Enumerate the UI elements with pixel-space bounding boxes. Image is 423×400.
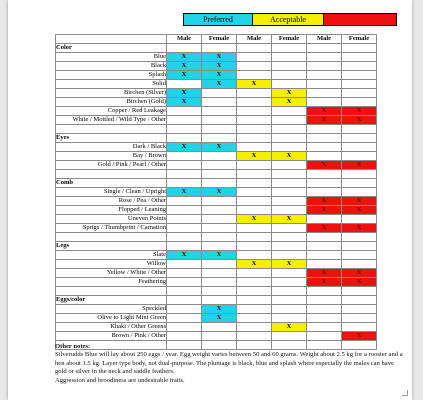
mark-cell: X	[307, 224, 342, 233]
mark-cell	[237, 197, 272, 206]
spacer-cell	[202, 170, 237, 179]
mark-cell	[272, 53, 307, 62]
mark-cell	[307, 323, 342, 332]
spacer-cell	[237, 287, 272, 296]
mark-cell	[307, 98, 342, 107]
mark-cell	[307, 188, 342, 197]
notes-title: Other notes:	[55, 343, 91, 350]
trait-label: Khaki / Other Greens	[56, 323, 167, 332]
mark-cell: X	[167, 62, 202, 71]
spacer-row	[56, 125, 377, 134]
spacer-cell	[56, 233, 167, 242]
header-row	[56, 35, 377, 44]
mark-cell	[272, 116, 307, 125]
mark-cell	[167, 215, 202, 224]
mark-cell	[272, 269, 307, 278]
section-title: Color	[56, 44, 167, 53]
table-row	[56, 260, 377, 269]
mark-cell	[272, 332, 307, 341]
mark-cell	[167, 314, 202, 323]
mark-cell	[272, 197, 307, 206]
mark-cell: X	[202, 80, 237, 89]
header-cull-female: Female	[342, 35, 377, 44]
mark-cell	[202, 98, 237, 107]
mark-cell	[272, 143, 307, 152]
mark-cell	[237, 71, 272, 80]
mark-cell: X	[342, 224, 377, 233]
trait-label: Feathering	[56, 278, 167, 287]
spacer-cell	[167, 233, 202, 242]
page-corner-mark	[402, 390, 408, 396]
spacer-cell	[202, 125, 237, 134]
section-blank-cell	[272, 242, 307, 251]
mark-cell	[307, 143, 342, 152]
mark-cell: X	[272, 89, 307, 98]
mark-cell	[202, 116, 237, 125]
mark-cell: X	[237, 152, 272, 161]
section-row	[56, 242, 377, 251]
mark-cell	[202, 206, 237, 215]
table-row	[56, 323, 377, 332]
spacer-row	[56, 287, 377, 296]
mark-cell	[237, 251, 272, 260]
mark-cell	[272, 71, 307, 80]
section-blank-cell	[237, 44, 272, 53]
trait-label: Rose / Pea / Other	[56, 197, 167, 206]
section-blank-cell	[307, 134, 342, 143]
mark-cell	[167, 305, 202, 314]
mark-cell: X	[272, 215, 307, 224]
mark-cell	[307, 215, 342, 224]
mark-cell	[342, 260, 377, 269]
mark-cell: X	[307, 206, 342, 215]
table-row	[56, 89, 377, 98]
mark-cell	[342, 98, 377, 107]
mark-cell	[272, 224, 307, 233]
trait-label: Blue	[56, 53, 167, 62]
mark-cell	[202, 197, 237, 206]
mark-cell	[237, 143, 272, 152]
spacer-cell	[167, 125, 202, 134]
legend-cull: Cull	[324, 14, 396, 25]
document-page	[8, 0, 412, 400]
spacer-cell	[307, 125, 342, 134]
mark-cell	[202, 224, 237, 233]
table-row	[56, 224, 377, 233]
table-row	[56, 161, 377, 170]
table-row	[56, 206, 377, 215]
section-title: Legs	[56, 242, 167, 251]
header-preferred-female: Female	[202, 35, 237, 44]
mark-cell	[307, 80, 342, 89]
mark-cell: X	[167, 143, 202, 152]
mark-cell	[237, 206, 272, 215]
mark-cell	[342, 152, 377, 161]
table-row	[56, 215, 377, 224]
table-row	[56, 278, 377, 287]
trait-label: Birchen (Silver)	[56, 89, 167, 98]
mark-cell	[167, 161, 202, 170]
mark-cell: X	[237, 260, 272, 269]
section-blank-cell	[342, 44, 377, 53]
mark-cell: X	[342, 332, 377, 341]
mark-cell	[307, 152, 342, 161]
section-blank-cell	[202, 134, 237, 143]
mark-cell	[237, 269, 272, 278]
mark-cell	[237, 107, 272, 116]
mark-cell	[272, 80, 307, 89]
mark-cell	[272, 305, 307, 314]
mark-cell	[167, 224, 202, 233]
mark-cell: X	[272, 323, 307, 332]
section-blank-cell	[342, 296, 377, 305]
trait-label: Bay / Brown	[56, 152, 167, 161]
legend-preferred: Preferred	[184, 14, 253, 25]
mark-cell	[167, 260, 202, 269]
mark-cell	[167, 269, 202, 278]
mark-cell: X	[202, 314, 237, 323]
mark-cell	[167, 197, 202, 206]
table-row	[56, 188, 377, 197]
mark-cell	[202, 323, 237, 332]
spacer-cell	[342, 125, 377, 134]
mark-cell: X	[202, 251, 237, 260]
spacer-cell	[307, 233, 342, 242]
mark-cell	[342, 143, 377, 152]
trait-label: Gold / Pink / Pearl / Other	[56, 161, 167, 170]
section-blank-cell	[167, 296, 202, 305]
mark-cell	[167, 107, 202, 116]
spacer-cell	[56, 287, 167, 296]
mark-cell	[272, 251, 307, 260]
spacer-cell	[237, 233, 272, 242]
header-acceptable-female: Female	[272, 35, 307, 44]
section-blank-cell	[342, 134, 377, 143]
mark-cell	[167, 152, 202, 161]
mark-cell: X	[167, 71, 202, 80]
mark-cell	[342, 62, 377, 71]
table-row	[56, 62, 377, 71]
mark-cell: X	[202, 143, 237, 152]
trait-label: Olive to Light Mint Green	[56, 314, 167, 323]
spacer-cell	[237, 170, 272, 179]
section-blank-cell	[307, 179, 342, 188]
table-row	[56, 251, 377, 260]
trait-label: Sprigs / Thumbprint / Carnation	[56, 224, 167, 233]
header-blank	[56, 35, 167, 44]
notes-text-2: Aggression and broodiness are undesirable traits.	[55, 376, 185, 384]
mark-cell: X	[307, 269, 342, 278]
section-title: Comb	[56, 179, 167, 188]
mark-cell	[202, 152, 237, 161]
mark-cell	[237, 323, 272, 332]
section-blank-cell	[202, 242, 237, 251]
mark-cell: X	[307, 161, 342, 170]
table-row	[56, 305, 377, 314]
spacer-cell	[167, 170, 202, 179]
mark-cell	[272, 278, 307, 287]
section-blank-cell	[272, 134, 307, 143]
section-blank-cell	[237, 242, 272, 251]
mark-cell	[342, 188, 377, 197]
mark-cell	[167, 80, 202, 89]
mark-cell: X	[167, 98, 202, 107]
section-blank-cell	[167, 44, 202, 53]
spacer-cell	[202, 287, 237, 296]
mark-cell	[237, 89, 272, 98]
section-row	[56, 296, 377, 305]
mark-cell	[237, 116, 272, 125]
spacer-cell	[307, 170, 342, 179]
mark-cell: X	[272, 152, 307, 161]
trait-label: Copper / Red Leakage	[56, 107, 167, 116]
mark-cell	[307, 305, 342, 314]
mark-cell	[342, 89, 377, 98]
mark-cell: X	[167, 251, 202, 260]
section-row	[56, 44, 377, 53]
mark-cell	[342, 323, 377, 332]
mark-cell	[342, 314, 377, 323]
trait-label: Dark / Black	[56, 143, 167, 152]
mark-cell	[202, 215, 237, 224]
trait-label: Yellow / White / Other	[56, 269, 167, 278]
mark-cell	[167, 332, 202, 341]
spacer-cell	[272, 170, 307, 179]
section-row	[56, 134, 377, 143]
spacer-cell	[307, 287, 342, 296]
trait-label: Birchen (Gold)	[56, 98, 167, 107]
trait-label: Uneven Points	[56, 215, 167, 224]
mark-cell	[237, 62, 272, 71]
mark-cell	[342, 71, 377, 80]
mark-cell: X	[342, 107, 377, 116]
mark-cell	[272, 107, 307, 116]
header-acceptable-male: Male	[237, 35, 272, 44]
table-row	[56, 71, 377, 80]
table-row	[56, 53, 377, 62]
section-blank-cell	[272, 296, 307, 305]
notes-text: Silverudds Blue will lay about 250 eggs / year. Egg weight varies between 50 and 60 grams. Weight about 2.5 kg for a rooster and a hen about 1.5 kg. Layer type body, not dual-purpose. The plumage is black, blue and splash where especially the males can have gold or silver in the neck and saddle feathers.	[55, 351, 403, 376]
mark-cell: X	[307, 116, 342, 125]
trait-label: Splash	[56, 71, 167, 80]
mark-cell: X	[202, 305, 237, 314]
mark-cell	[237, 332, 272, 341]
mark-cell	[342, 53, 377, 62]
mark-cell	[307, 53, 342, 62]
mark-cell	[167, 278, 202, 287]
table-row	[56, 116, 377, 125]
mark-cell	[202, 161, 237, 170]
mark-cell	[237, 305, 272, 314]
mark-cell	[202, 107, 237, 116]
mark-cell: X	[272, 260, 307, 269]
section-blank-cell	[342, 242, 377, 251]
mark-cell	[237, 98, 272, 107]
mark-cell: X	[167, 188, 202, 197]
spacer-cell	[202, 233, 237, 242]
mark-cell	[237, 53, 272, 62]
mark-cell: X	[307, 278, 342, 287]
mark-cell	[167, 206, 202, 215]
mark-cell: X	[202, 53, 237, 62]
trait-label: Solid	[56, 80, 167, 89]
mark-cell	[307, 62, 342, 71]
mark-cell: X	[342, 206, 377, 215]
spacer-cell	[342, 233, 377, 242]
section-blank-cell	[237, 179, 272, 188]
mark-cell: X	[307, 107, 342, 116]
legend-acceptable: Acceptable	[253, 14, 324, 25]
mark-cell: X	[202, 71, 237, 80]
mark-cell	[237, 278, 272, 287]
mark-cell	[202, 260, 237, 269]
mark-cell	[307, 260, 342, 269]
mark-cell	[342, 215, 377, 224]
section-blank-cell	[202, 179, 237, 188]
mark-cell: X	[237, 80, 272, 89]
trait-label: White / Mottled / Wild Type / Other	[56, 116, 167, 125]
section-title: Eyes	[56, 134, 167, 143]
header-cull-male: Male	[307, 35, 342, 44]
spacer-cell	[342, 170, 377, 179]
mark-cell: X	[342, 197, 377, 206]
mark-cell	[342, 305, 377, 314]
section-blank-cell	[202, 44, 237, 53]
mark-cell: X	[272, 98, 307, 107]
mark-cell	[307, 89, 342, 98]
mark-cell	[237, 161, 272, 170]
mark-cell: X	[342, 269, 377, 278]
mark-cell	[202, 332, 237, 341]
trait-label: Single / Clean / Upright	[56, 188, 167, 197]
mark-cell	[307, 251, 342, 260]
spacer-cell	[272, 233, 307, 242]
section-blank-cell	[167, 134, 202, 143]
trait-label: Black	[56, 62, 167, 71]
section-blank-cell	[237, 134, 272, 143]
section-blank-cell	[307, 44, 342, 53]
mark-cell	[237, 224, 272, 233]
mark-cell	[342, 80, 377, 89]
mark-cell: X	[202, 188, 237, 197]
header-preferred-male: Male	[167, 35, 202, 44]
mark-cell: X	[307, 197, 342, 206]
table-row	[56, 152, 377, 161]
mark-cell: X	[342, 278, 377, 287]
trait-label: Brown / Pink / Other	[56, 332, 167, 341]
section-title: Eggs/color	[56, 296, 167, 305]
color-legend	[183, 13, 397, 26]
trait-label: Willow	[56, 260, 167, 269]
mark-cell	[167, 323, 202, 332]
mark-cell: X	[167, 89, 202, 98]
mark-cell	[272, 161, 307, 170]
section-blank-cell	[272, 44, 307, 53]
mark-cell	[342, 251, 377, 260]
table-row	[56, 314, 377, 323]
mark-cell	[307, 71, 342, 80]
section-row	[56, 179, 377, 188]
mark-cell: X	[237, 215, 272, 224]
section-blank-cell	[167, 242, 202, 251]
mark-cell: X	[342, 161, 377, 170]
spacer-row	[56, 233, 377, 242]
spacer-cell	[272, 287, 307, 296]
spacer-cell	[272, 125, 307, 134]
mark-cell	[237, 314, 272, 323]
spacer-cell	[56, 125, 167, 134]
mark-cell	[272, 62, 307, 71]
spacer-cell	[167, 287, 202, 296]
mark-cell	[202, 89, 237, 98]
mark-cell	[307, 314, 342, 323]
section-blank-cell	[307, 296, 342, 305]
mark-cell	[202, 278, 237, 287]
section-blank-cell	[307, 242, 342, 251]
spacer-cell	[342, 287, 377, 296]
section-blank-cell	[167, 179, 202, 188]
trait-label: Speckled	[56, 305, 167, 314]
standard-table	[55, 34, 377, 350]
table-row	[56, 332, 377, 341]
mark-cell: X	[202, 62, 237, 71]
spacer-cell	[237, 125, 272, 134]
mark-cell	[272, 188, 307, 197]
trait-label: Flopped / Leaning	[56, 206, 167, 215]
mark-cell	[237, 188, 272, 197]
mark-cell	[272, 206, 307, 215]
mark-cell	[272, 314, 307, 323]
spacer-cell	[56, 170, 167, 179]
spacer-row	[56, 170, 377, 179]
trait-label: Slate	[56, 251, 167, 260]
mark-cell	[202, 269, 237, 278]
section-blank-cell	[272, 179, 307, 188]
mark-cell	[167, 116, 202, 125]
section-blank-cell	[202, 296, 237, 305]
table-row	[56, 143, 377, 152]
table-row	[56, 80, 377, 89]
table-row	[56, 269, 377, 278]
table-row	[56, 98, 377, 107]
table-row	[56, 197, 377, 206]
section-blank-cell	[237, 296, 272, 305]
mark-cell: X	[167, 53, 202, 62]
section-blank-cell	[342, 179, 377, 188]
mark-cell	[307, 332, 342, 341]
table-row	[56, 107, 377, 116]
notes-block	[55, 343, 407, 385]
mark-cell: X	[342, 116, 377, 125]
